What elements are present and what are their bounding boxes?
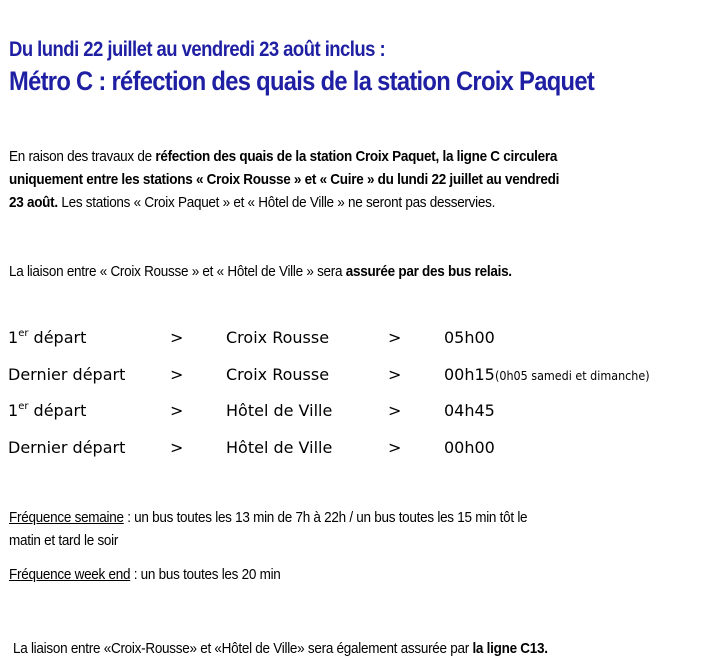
schedule-arrow: > [170,328,184,347]
weekend-frequency [9,563,281,586]
weekday-frequency-label: Fréquence semaine [9,509,124,526]
schedule-arrow: > [388,401,402,420]
intro-paragraph-line3 [9,191,495,214]
schedule-station: Hôtel de Ville [226,401,333,420]
weekend-frequency-label: Fréquence week end [9,566,131,583]
weekday-frequency-text: : un bus toutes les 13 min de 7h à 22h / un bus toutes les 15 min tôt le [123,509,528,526]
c13-text: La liaison entre «Croix-Rousse» et «Hôtel de Ville» sera également assurée par [13,640,473,657]
intro-paragraph-line1 [9,145,557,168]
c13-bold-text: la ligne C13. [472,640,548,657]
schedule-row [0,365,715,389]
relay-paragraph [9,260,512,283]
schedule-time: 00h00 [444,438,495,457]
schedule-arrow: > [170,365,184,384]
schedule-label: Dernier départ [8,365,126,384]
schedule-row [0,401,715,425]
schedule-time: 04h45 [444,401,495,420]
c13-paragraph [13,637,548,660]
schedule-arrow: > [388,365,402,384]
intro-paragraph-line2: uniquement entre les stations « Croix Rousse » et « Cuire » du lundi 22 juillet au vendredi [9,171,560,188]
weekday-frequency-line2: matin et tard le soir [9,532,119,549]
intro-bold-text: réfection des quais de la station Croix Paquet, la ligne C circulera [155,148,558,165]
intro-text: En raison des travaux de [9,148,156,165]
schedule-arrow: > [388,328,402,347]
schedule-arrow: > [170,401,184,420]
notice-date-heading: Du lundi 22 juillet au vendredi 23 août inclus : [9,38,386,61]
notice-title: Métro C : réfection des quais de la station Croix Paquet [9,66,595,96]
weekday-frequency-line1 [9,506,527,529]
schedule-arrow: > [388,438,402,457]
schedule-weekend-note: (0h05 samedi et dimanche) [494,369,650,383]
intro-bold-date: 23 août. [9,194,58,211]
schedule-row [0,438,715,462]
schedule-time: 05h00 [444,328,495,347]
schedule-station: Croix Rousse [226,328,330,347]
schedule-label: 1er départ [8,328,87,347]
schedule-station: Croix Rousse [226,365,330,384]
schedule-time: 00h15(0h05 samedi et dimanche) [444,365,650,384]
schedule-label: Dernier départ [8,438,126,457]
schedule-arrow: > [170,438,184,457]
intro-stations-text: Les stations « Croix Paquet » et « Hôtel de Ville » ne seront pas desservies. [57,194,496,211]
relay-text: La liaison entre « Croix Rousse » et « Hôtel de Ville » sera [9,263,346,280]
schedule-label: 1er départ [8,401,87,420]
relay-bold-text: assurée par des bus relais. [345,263,512,280]
weekend-frequency-text: : un bus toutes les 20 min [130,566,281,583]
schedule-station: Hôtel de Ville [226,438,333,457]
schedule-row [0,328,715,352]
